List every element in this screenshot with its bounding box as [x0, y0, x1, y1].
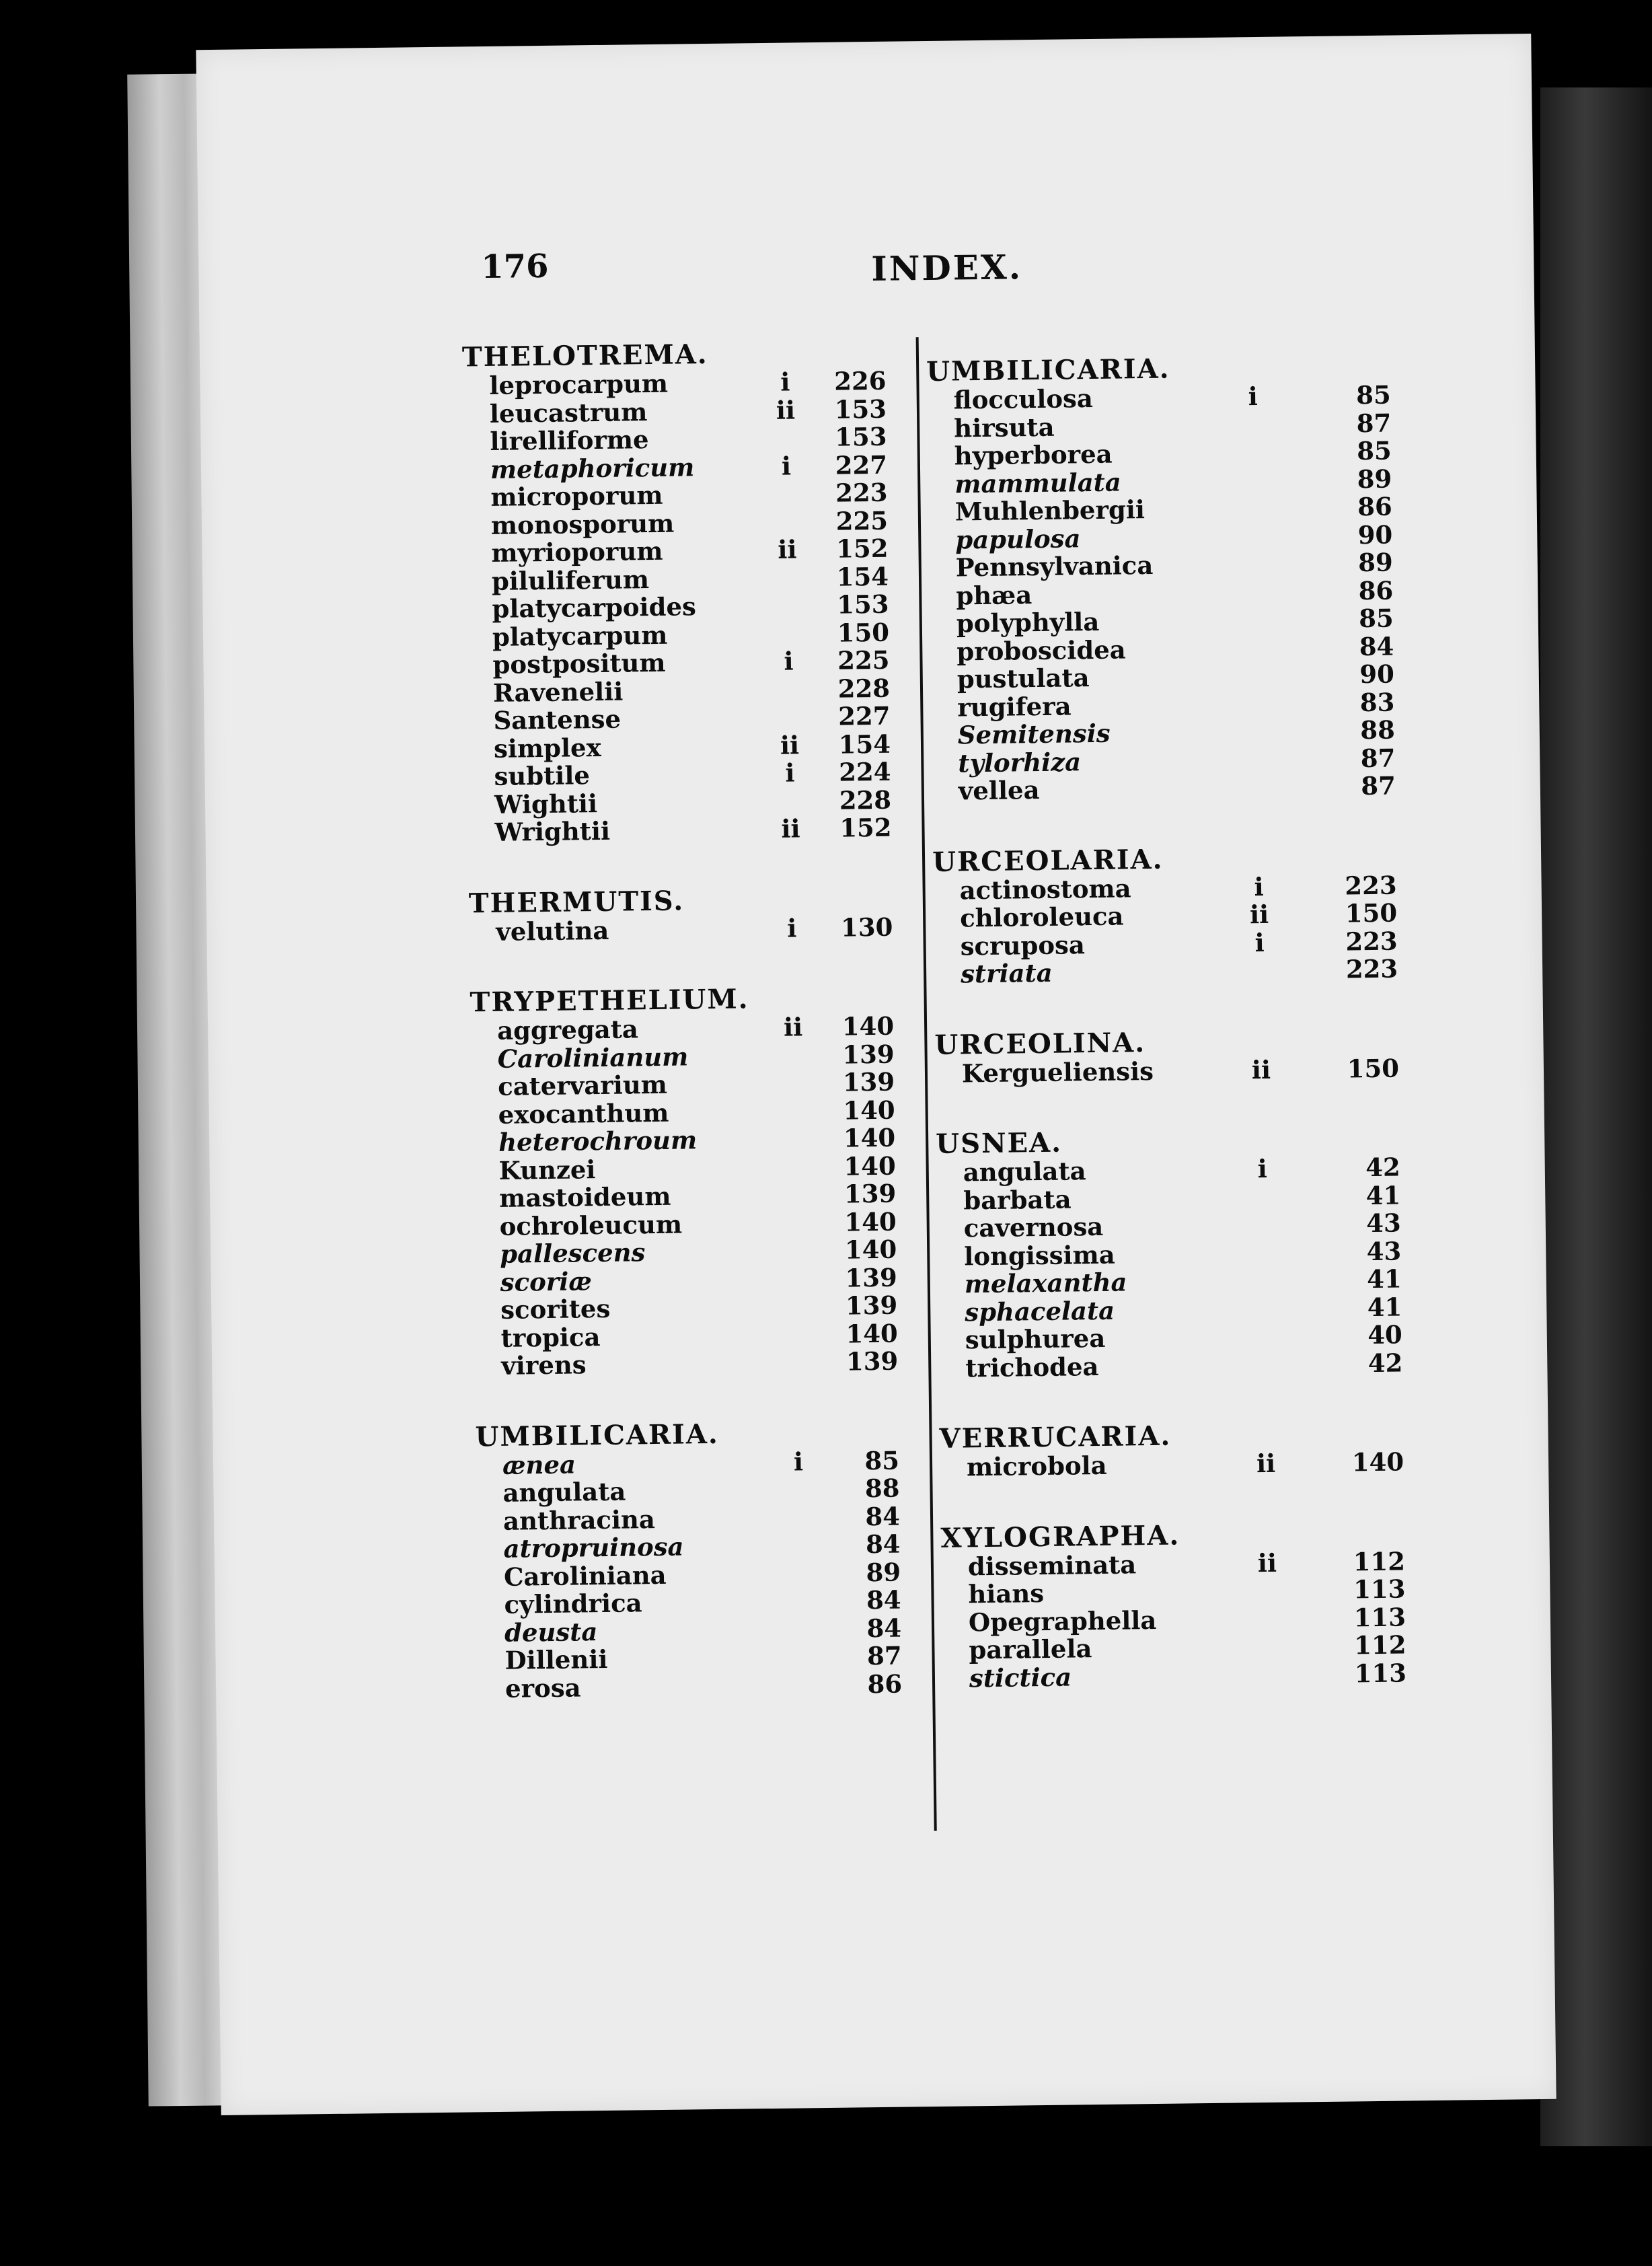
page-reference: 139 [843, 1178, 897, 1209]
volume-number: i [1254, 927, 1265, 957]
volume-number [1240, 745, 1274, 746]
index-section [936, 1123, 1477, 1383]
species-name: cavernosa [963, 1211, 1104, 1243]
index-column-right [926, 351, 1481, 1734]
species-name: angulata [963, 1156, 1086, 1187]
volume-number: ii [776, 394, 796, 425]
volume-number: ii [783, 1012, 803, 1042]
page-reference: 140 [846, 1318, 898, 1349]
page-reference: 225 [837, 645, 890, 675]
species-name: scoriæ [500, 1266, 593, 1297]
page-reference: 224 [839, 756, 891, 787]
page-reference: 139 [845, 1262, 897, 1293]
species-name: tylorhiza [958, 746, 1082, 778]
species-name: simplex [493, 732, 601, 764]
page-reference: 113 [1353, 1574, 1406, 1605]
species-name: Semitensis [957, 718, 1111, 750]
volume-number: ii [778, 534, 797, 564]
volume-number: i [785, 758, 795, 788]
species-name: Wightii [494, 788, 598, 819]
page-reference: 90 [1357, 519, 1393, 550]
species-name: sphacelata [965, 1295, 1115, 1327]
page-reference: 139 [842, 1066, 895, 1097]
volume-number [1247, 1294, 1281, 1295]
genus-heading: VERRUCARIA. [939, 1420, 1172, 1455]
index-entry [934, 954, 1472, 988]
volume-number: i [780, 367, 790, 397]
book-page [196, 34, 1556, 2115]
page-reference: 84 [865, 1501, 901, 1531]
page-reference: 87 [1361, 770, 1396, 801]
page-reference: 153 [836, 589, 889, 620]
volume-number [1251, 1633, 1285, 1634]
species-name: velutina [496, 915, 609, 947]
page-reference: 112 [1353, 1630, 1406, 1660]
index-section [939, 1418, 1478, 1482]
page-reference: 84 [866, 1584, 901, 1615]
volume-number [782, 1475, 815, 1476]
page-reference: 139 [845, 1290, 898, 1321]
volume-number [1238, 522, 1271, 523]
page-reference: 89 [866, 1557, 901, 1587]
genus-heading: TRYPETHELIUM. [470, 983, 749, 1019]
page-reference: 226 [833, 365, 887, 396]
volume-number [1240, 718, 1274, 719]
volume-number [780, 1348, 814, 1349]
species-name: barbata [963, 1183, 1072, 1215]
page-reference: 86 [867, 1669, 903, 1699]
volume-number [778, 1153, 811, 1154]
page-reference: 140 [841, 1011, 895, 1041]
volume-number [777, 1069, 811, 1070]
page-reference: 152 [839, 812, 892, 843]
volume-number [771, 591, 804, 592]
page-reference: 86 [1357, 491, 1393, 522]
page-reference: 83 [1359, 687, 1395, 717]
species-name: mammulata [954, 466, 1121, 499]
page-reference: 41 [1367, 1264, 1402, 1294]
volume-number: ii [1256, 1448, 1276, 1479]
volume-number: i [793, 1446, 804, 1477]
volume-number [1247, 1267, 1281, 1268]
page-reference: 140 [843, 1095, 895, 1126]
page-reference: 86 [1358, 575, 1394, 606]
volume-number [1250, 1577, 1284, 1578]
index-entry [938, 1348, 1476, 1383]
page-reference: 154 [838, 729, 891, 760]
species-name: hians [968, 1578, 1045, 1609]
species-name: deusta [504, 1616, 598, 1648]
page-reference: 150 [837, 617, 890, 648]
species-name: pallescens [499, 1237, 646, 1269]
species-name: chloroleuca [959, 901, 1124, 933]
species-name: mastoideum [498, 1181, 671, 1213]
species-name: Caroliniana [503, 1560, 667, 1592]
species-name: leprocarpum [489, 368, 669, 400]
page-reference: 85 [864, 1445, 900, 1475]
page-reference: 140 [1351, 1447, 1404, 1477]
volume-number: i [1254, 871, 1264, 902]
species-name: Carolinianum [497, 1041, 689, 1074]
volume-number [1237, 466, 1271, 467]
volume-number [779, 1265, 813, 1266]
volume-number: ii [780, 729, 800, 760]
volume-number [784, 1643, 817, 1644]
species-name: lirelliforme [490, 425, 649, 456]
species-name: myrioporum [491, 536, 663, 568]
page-reference: 87 [1356, 408, 1392, 438]
page-reference: 228 [837, 673, 891, 704]
page-reference: 154 [836, 561, 889, 592]
species-name: platycarpoides [492, 591, 697, 624]
genus-heading: XYLOGRAPHA. [940, 1519, 1180, 1554]
species-name: anthracina [502, 1504, 656, 1536]
species-name: melaxantha [964, 1267, 1127, 1299]
species-name: heterochroum [498, 1125, 698, 1157]
volume-number [784, 1671, 818, 1672]
page-reference: 88 [864, 1473, 900, 1504]
genus-heading: UMBILICARIA. [475, 1418, 720, 1453]
species-name: microbola [966, 1450, 1107, 1482]
species-name: pustulata [956, 663, 1090, 694]
volume-number: ii [1257, 1547, 1277, 1578]
volume-number: i [1248, 381, 1259, 412]
page-reference: 139 [846, 1346, 899, 1377]
volume-number [1252, 1660, 1285, 1661]
species-name: polyphylla [956, 606, 1100, 638]
page-reference: 140 [844, 1206, 897, 1237]
page-reference: 43 [1366, 1235, 1402, 1266]
species-name: virens [500, 1350, 587, 1381]
page-reference: 85 [1359, 603, 1394, 634]
page-reference: 140 [843, 1122, 896, 1153]
species-name: Pennsylvanica [955, 550, 1154, 583]
genus-heading: USNEA. [935, 1126, 1063, 1160]
page-reference: 228 [839, 784, 892, 815]
species-name: Wrightii [494, 815, 611, 847]
species-name: hyperborea [954, 439, 1113, 471]
page-reference: 140 [843, 1150, 896, 1181]
species-name: exocanthum [498, 1097, 669, 1130]
page-reference: 227 [835, 449, 888, 480]
volume-number [778, 1125, 811, 1126]
page-reference: 84 [1359, 631, 1394, 661]
species-name: postpositum [492, 647, 666, 680]
page-reference: 223 [1345, 953, 1398, 984]
species-name: piluliferum [491, 564, 650, 596]
species-name: Santense [493, 704, 622, 735]
species-name: disseminata [967, 1549, 1137, 1581]
species-name: Dillenii [504, 1644, 608, 1675]
page-reference: 42 [1367, 1347, 1403, 1378]
volume-number [770, 508, 804, 509]
page-reference: 112 [1353, 1545, 1406, 1576]
page-reference: 139 [842, 1039, 895, 1070]
genus-heading: URCEOLARIA. [932, 843, 1164, 878]
index-entry [935, 1054, 1473, 1088]
species-name: trichodea [965, 1351, 1099, 1383]
page-reference: 42 [1365, 1152, 1401, 1183]
species-name: erosa [504, 1672, 581, 1704]
species-name: atropruinosa [503, 1531, 684, 1564]
species-name: parallela [969, 1634, 1092, 1665]
volume-number [1238, 550, 1272, 551]
volume-number [782, 1531, 816, 1532]
species-name: longissima [964, 1239, 1115, 1271]
volume-number: i [787, 912, 797, 943]
genus-heading: THELOTREMA. [461, 338, 708, 373]
volume-number [1240, 662, 1273, 663]
species-name: proboscidea [956, 634, 1126, 666]
species-name: tropica [500, 1321, 601, 1353]
index-section [934, 1024, 1473, 1088]
index-section [940, 1517, 1480, 1693]
page-reference: 223 [1345, 926, 1398, 956]
page-reference: 85 [1355, 379, 1391, 410]
species-name: metaphoricum [490, 451, 695, 484]
species-name: phæa [956, 579, 1032, 610]
species-name: sulphurea [965, 1323, 1106, 1355]
volume-number [772, 703, 806, 704]
page-reference: 150 [1347, 1053, 1400, 1083]
page-title: INDEX. [871, 247, 1023, 289]
page-reference: 227 [837, 700, 891, 731]
genus-heading: URCEOLINA. [934, 1026, 1146, 1061]
species-name: scruposa [960, 929, 1086, 961]
species-name: Opegraphella [968, 1605, 1157, 1637]
page-reference: 113 [1353, 1601, 1406, 1632]
species-name: ænea [502, 1449, 576, 1480]
page-reference: 89 [1357, 547, 1394, 578]
species-name: rugifera [957, 690, 1072, 722]
index-entry [932, 771, 1470, 805]
species-name: microporum [490, 480, 663, 512]
volume-number [1246, 1211, 1280, 1212]
genus-heading: THERMUTIS. [468, 884, 685, 919]
page-reference: 84 [866, 1613, 902, 1643]
volume-number: ii [1249, 899, 1269, 930]
page-number: 176 [480, 247, 549, 287]
index-entry [940, 1447, 1478, 1482]
species-name: striata [960, 957, 1053, 989]
index-section [926, 351, 1470, 805]
genus-heading: UMBILICARIA. [926, 353, 1170, 388]
page-reference: 90 [1359, 659, 1395, 690]
page-reference: 140 [844, 1234, 897, 1265]
page-reference: 87 [1360, 743, 1396, 773]
volume-number [776, 1041, 810, 1042]
index-section [932, 841, 1472, 989]
volume-number: i [784, 646, 794, 676]
volume-number [783, 1587, 817, 1588]
volume-number: i [781, 450, 792, 481]
species-name: scorites [500, 1293, 611, 1325]
volume-number [1239, 606, 1273, 607]
species-name: cylindrica [504, 1588, 642, 1619]
page-reference: 153 [834, 394, 887, 425]
volume-number [777, 1097, 811, 1098]
page-reference: 85 [1356, 435, 1392, 466]
page-reference: 89 [1357, 464, 1392, 494]
species-name: Ravenelii [492, 676, 624, 708]
species-name: flocculosa [953, 383, 1094, 415]
volume-number [1238, 578, 1272, 579]
book-spine [1540, 87, 1652, 2146]
page-reference: 225 [835, 505, 889, 536]
page-reference: 41 [1367, 1291, 1402, 1322]
page-header [198, 235, 1534, 305]
species-name: Kunzei [498, 1154, 596, 1185]
page-reference: 40 [1367, 1319, 1403, 1350]
species-name: vellea [958, 775, 1040, 806]
volume-number: ii [1251, 1054, 1271, 1085]
volume-number [774, 787, 807, 788]
species-name: catervarium [497, 1069, 668, 1101]
volume-number [1236, 410, 1270, 411]
page-reference: 113 [1354, 1657, 1407, 1688]
page-reference: 223 [1345, 870, 1397, 900]
page-reference: 43 [1365, 1208, 1402, 1239]
index-entry [942, 1658, 1480, 1693]
page-reference: 153 [834, 421, 887, 452]
volume-number [784, 1615, 817, 1616]
species-name: hirsuta [953, 412, 1055, 443]
page-reference: 223 [835, 477, 888, 508]
species-name: actinostoma [959, 873, 1131, 905]
page-reference: 41 [1365, 1179, 1401, 1210]
species-name: stictica [969, 1662, 1072, 1693]
species-name: subtile [494, 760, 591, 791]
volume-number [778, 1209, 812, 1210]
volume-number [772, 675, 806, 676]
volume-number [1248, 1350, 1281, 1351]
page-reference: 84 [865, 1529, 901, 1560]
species-name: papulosa [955, 523, 1081, 554]
species-name: angulata [502, 1476, 626, 1508]
page-reference: 88 [1360, 715, 1396, 745]
volume-number [780, 1292, 813, 1293]
species-name: Kergueliensis [961, 1056, 1154, 1088]
species-name: Muhlenbergii [954, 495, 1146, 527]
page-reference: 150 [1345, 898, 1398, 928]
species-name: monosporum [490, 508, 675, 540]
species-name: leucastrum [489, 396, 648, 429]
volume-number: ii [781, 813, 800, 844]
volume-number [769, 424, 802, 425]
page-reference: 152 [835, 533, 889, 564]
species-name: platycarpum [492, 620, 668, 652]
species-name: aggregata [496, 1014, 639, 1046]
page-reference: 87 [866, 1640, 902, 1671]
volume-number: i [1257, 1153, 1268, 1184]
page-reference: 130 [840, 912, 893, 943]
species-name: ochroleucum [499, 1209, 683, 1241]
